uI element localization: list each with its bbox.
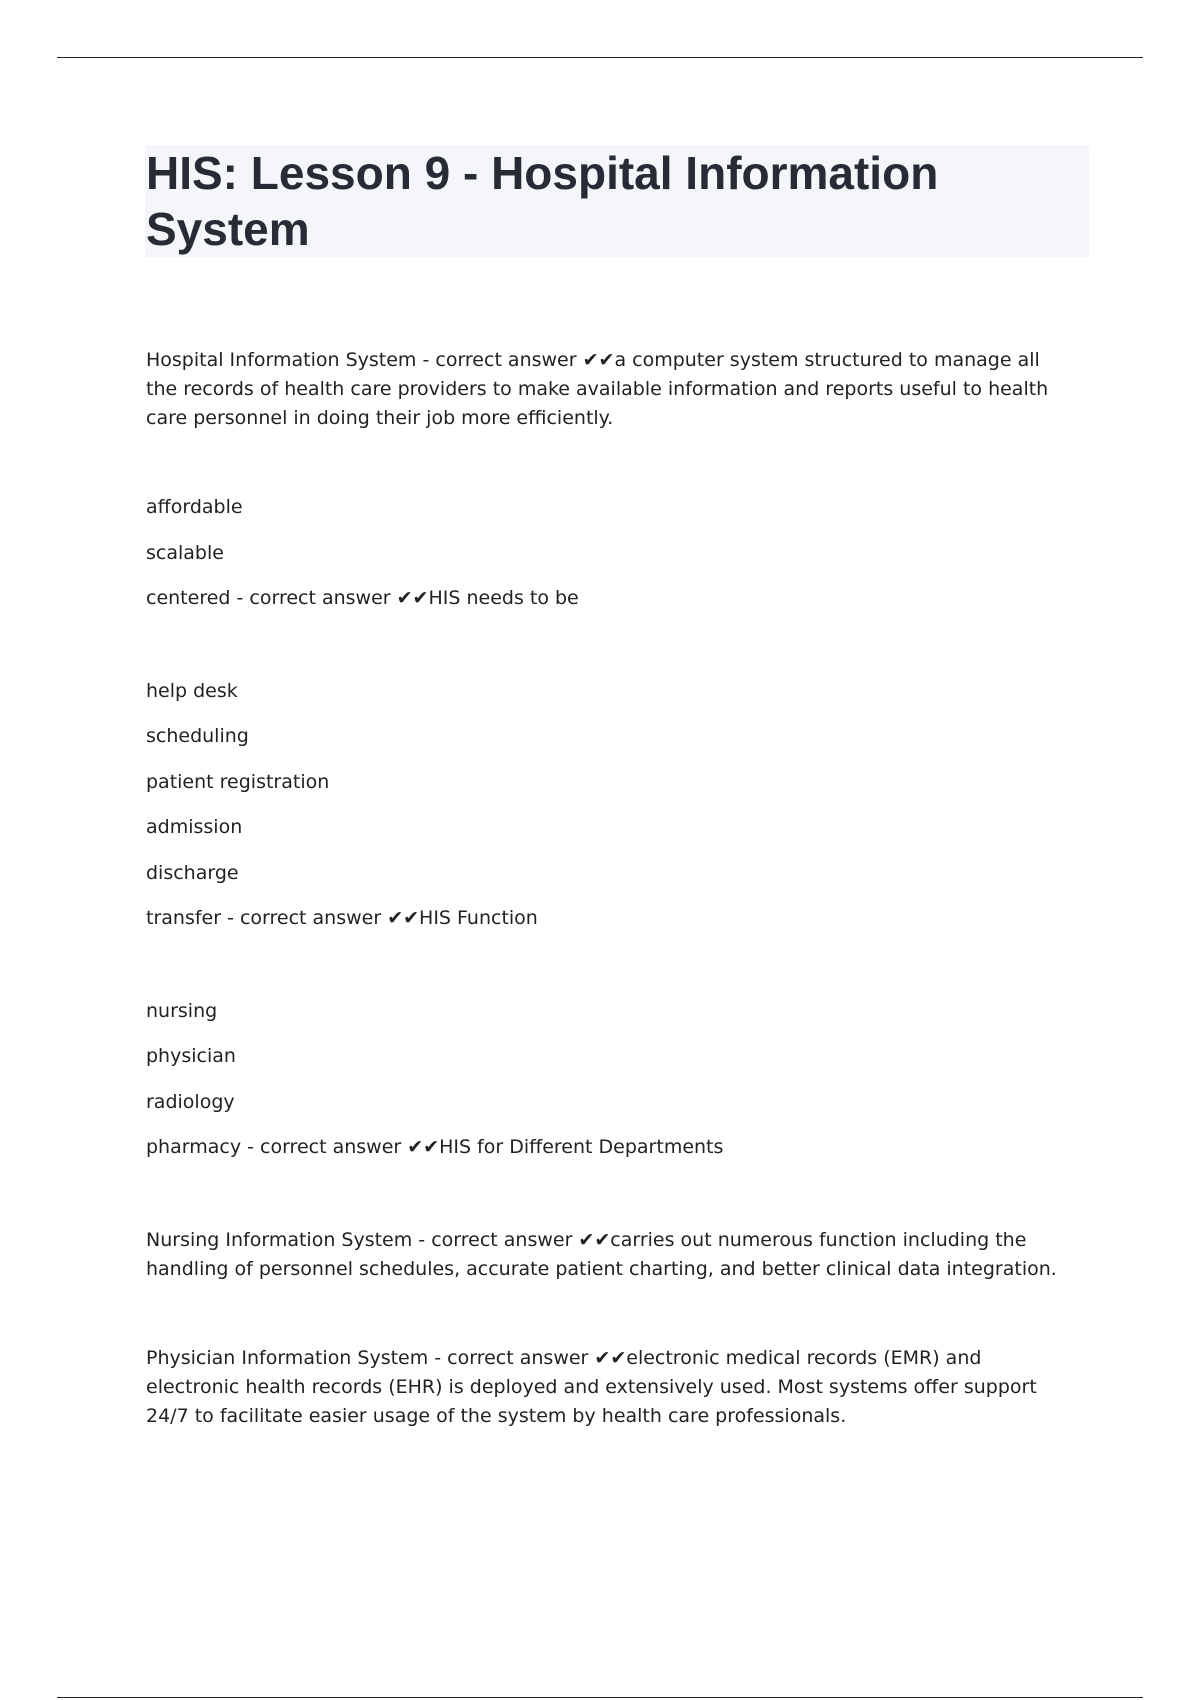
list-item: physician: [146, 1045, 236, 1067]
list-item: centered - correct answer ✔✔HIS needs to be: [146, 587, 579, 609]
list-item: radiology: [146, 1090, 235, 1113]
card-nursing-information-system: Nursing Information System - correct answer ✔✔carries out numerous function including the handling of personnel schedules, accurate patient charting, and better clinical data integration.: [146, 1228, 1057, 1280]
bottom-divider: [57, 1697, 1143, 1698]
list-item: affordable: [146, 496, 243, 518]
card-his-function: [146, 677, 1076, 950]
card-his-needs: [146, 493, 1076, 630]
list-item: scheduling: [146, 725, 249, 747]
flashcard-content: [146, 346, 1076, 1431]
list-item: help desk: [146, 679, 238, 702]
list-item: discharge: [146, 861, 239, 884]
list-item: transfer - correct answer ✔✔HIS Function: [146, 907, 538, 929]
list-item: patient registration: [146, 770, 330, 793]
top-divider: [57, 57, 1143, 58]
card-hospital-information-system: Hospital Information System - correct answer ✔✔a computer system structured to manage all the records of health care providers to make available information and reports useful to health care personnel in doing their job more efficiently.: [146, 349, 1049, 429]
list-item: admission: [146, 816, 243, 838]
list-item: nursing: [146, 999, 218, 1022]
card-his-departments: [146, 997, 1076, 1179]
list-item: scalable: [146, 541, 224, 564]
card-physician-information-system: Physician Information System - correct answer ✔✔electronic medical records (EMR) and electronic health records (EHR) is deployed and extensively used. Most systems offer support 24/7 to facilitate easier usage of the system by health care professionals.: [146, 1346, 1037, 1427]
page-title: HIS: Lesson 9 - Hospital Information System: [146, 147, 939, 255]
list-item: pharmacy - correct answer ✔✔HIS for Different Departments: [146, 1136, 724, 1158]
